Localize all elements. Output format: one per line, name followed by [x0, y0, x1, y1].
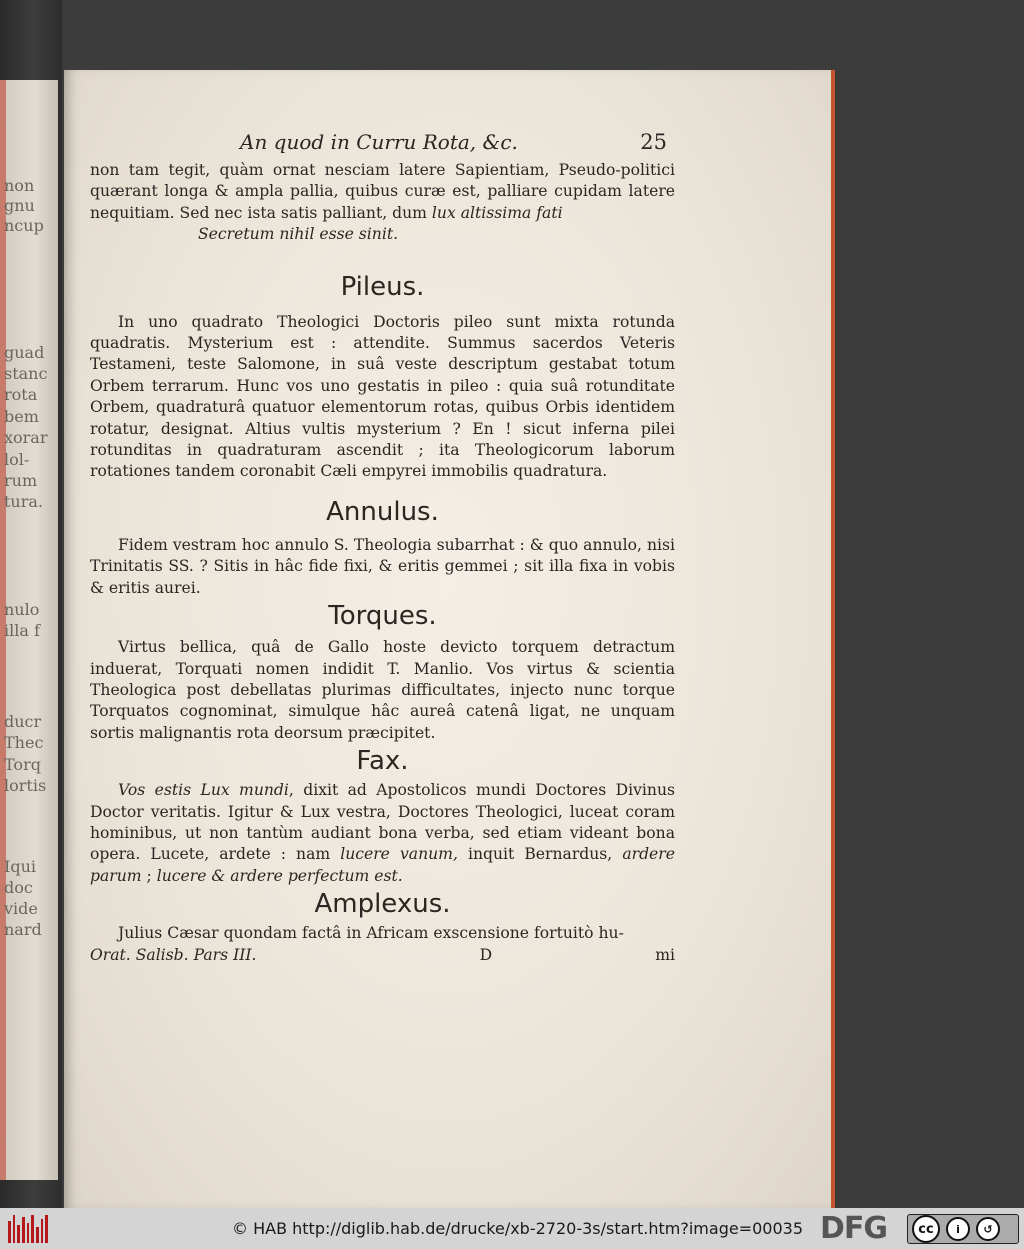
annulus-text: Fidem vestram hoc annulo S. Theologia subarrhat : & quo annulo, nisi Trinitatis SS. ? Sitis in hâc fide fixi, & eritis gemmei ; sit illa fixa in vobis & eritis aurei. — [90, 535, 675, 597]
prev-fragment: doc — [4, 878, 33, 897]
fax-italic-b: lucere vanum, — [340, 845, 458, 864]
amplexus-text: Julius Cæsar quondam factâ in Africam exscensione fortuitò hu- — [118, 924, 624, 943]
torques-text: Virtus bellica, quâ de Gallo hoste devicto torquem detractum induerat, Torquati nomen indidit T. Manlio. Vos virtus & scientia Theologica post debellatas plurimas difficultates, injecto nunc torque Torquatos cognominat, simulque hâc aureâ catenâ ligat, ne unquam sortis malignantis rota deorsum præcipitet. — [90, 638, 675, 742]
prev-fragment: nulo — [4, 600, 40, 619]
fax-italic-lead: Vos estis Lux mundi — [118, 781, 289, 800]
section-heading-fax: Fax. — [356, 746, 409, 777]
opening-text: non tam tegit, quàm ornat nesciam latere Sapientiam, Pseudo-politici quærant longa & ampla pallia, quibus curæ est, palliare cupidam latere nequitiam. Sed nec ista satis palliant, dum — [90, 161, 675, 222]
fax-text-c: ; — [141, 866, 157, 885]
prev-fragment: gnu — [4, 196, 35, 215]
section-heading-torques: Torques. — [328, 601, 437, 632]
running-title: An quod in Curru Rota, &c. — [240, 130, 518, 154]
prev-fragment: rum — [4, 471, 38, 490]
section-heading-pileus: Pileus. — [340, 271, 425, 302]
quote-line: Secretum nihil esse sinit. — [198, 225, 399, 244]
prev-fragment: ducr — [4, 712, 42, 731]
section-text-fax — [90, 780, 675, 887]
prev-fragment: Thec — [4, 733, 44, 752]
prev-fragment: illa f — [4, 621, 40, 640]
page-number: 25 — [640, 130, 667, 154]
section-heading-amplexus: Amplexus. — [314, 889, 451, 920]
prev-fragment: nard — [4, 920, 42, 939]
cc-icon: cc — [912, 1215, 940, 1243]
by-icon: i — [946, 1217, 970, 1241]
catchword: mi — [655, 945, 675, 964]
prev-fragment: xorar — [4, 428, 48, 447]
prev-fragment: Iqui — [4, 857, 36, 876]
prev-fragment: vide — [4, 899, 38, 918]
opening-italic: lux altissima fati — [431, 203, 563, 222]
prev-fragment: tura. — [4, 492, 44, 511]
section-heading-annulus: Annulus. — [326, 496, 439, 527]
running-head — [90, 130, 675, 154]
hab-barcode-logo-icon — [8, 1215, 48, 1243]
cc-license-badge[interactable] — [907, 1214, 1019, 1244]
previous-page-edge — [0, 80, 58, 1180]
prev-fragment: lortis — [4, 776, 47, 795]
fax-text-a: , dixit ad Apostolicos mundi Doctores Divinus Doctor veritatis. Igitur & Lux vestra, Doctores Theologici, luceat coram hominibus, ut non tantùm audiant bona verba, sed etiam videant bona opera. Lucete, ardete : nam — [90, 781, 675, 864]
prev-fragment: stanc — [4, 364, 48, 383]
page-text — [90, 130, 675, 966]
page-footer — [90, 945, 675, 966]
fax-italic-d: lucere & ardere perfectum est. — [156, 866, 403, 885]
sa-icon: ↺ — [976, 1217, 1000, 1241]
dfg-logo: DFG — [820, 1211, 888, 1246]
prev-fragment: bem — [4, 407, 39, 426]
book-page — [64, 70, 835, 1208]
copyright-link[interactable]: © HAB http://diglib.hab.de/drucke/xb-2720-3s/start.htm?image=00035 — [232, 1219, 803, 1238]
signature-line: Orat. Salisb. Pars III. — [90, 945, 257, 964]
prev-fragment: non — [4, 176, 35, 195]
prev-fragment: lol- — [4, 450, 30, 469]
fax-italic-c: ardere parum — [90, 845, 675, 885]
gathering-mark: D — [479, 945, 493, 964]
section-text-amplexus — [90, 923, 675, 944]
opening-paragraph — [90, 160, 675, 224]
prev-fragment: rota — [4, 385, 38, 404]
pileus-text: In uno quadrato Theologici Doctoris pileo sunt mixta rotunda quadratis. Mysterium est : attendite. Summus sacerdos Veteris Testameni, teste Salomone, in suâ veste descriptum gestabat totum Orbem terrarum. Hunc vos uno gestatis in pileo : quia suâ rotunditate Orbem, quadraturâ quatuor elementorum rotas, quibus Orbis identidem rotatur, designat. Altius vultis mysterium ? En ! sicut inferna pilei rotunditas in quadraturam ascendit ; ita Theologicorum laborum rotationes tandem coronabit Cæli empyrei immobilis quadratura. — [90, 312, 675, 481]
section-text-pileus — [90, 312, 675, 483]
section-text-torques — [90, 637, 675, 744]
prev-fragment: ncup — [4, 216, 44, 235]
prev-fragment: guad — [4, 343, 45, 362]
prev-fragment: Torq — [4, 755, 41, 774]
section-text-annulus — [90, 535, 675, 599]
fax-text-b: inquit Bernardus, — [467, 845, 613, 864]
viewer-footer-bar — [0, 1208, 1024, 1249]
